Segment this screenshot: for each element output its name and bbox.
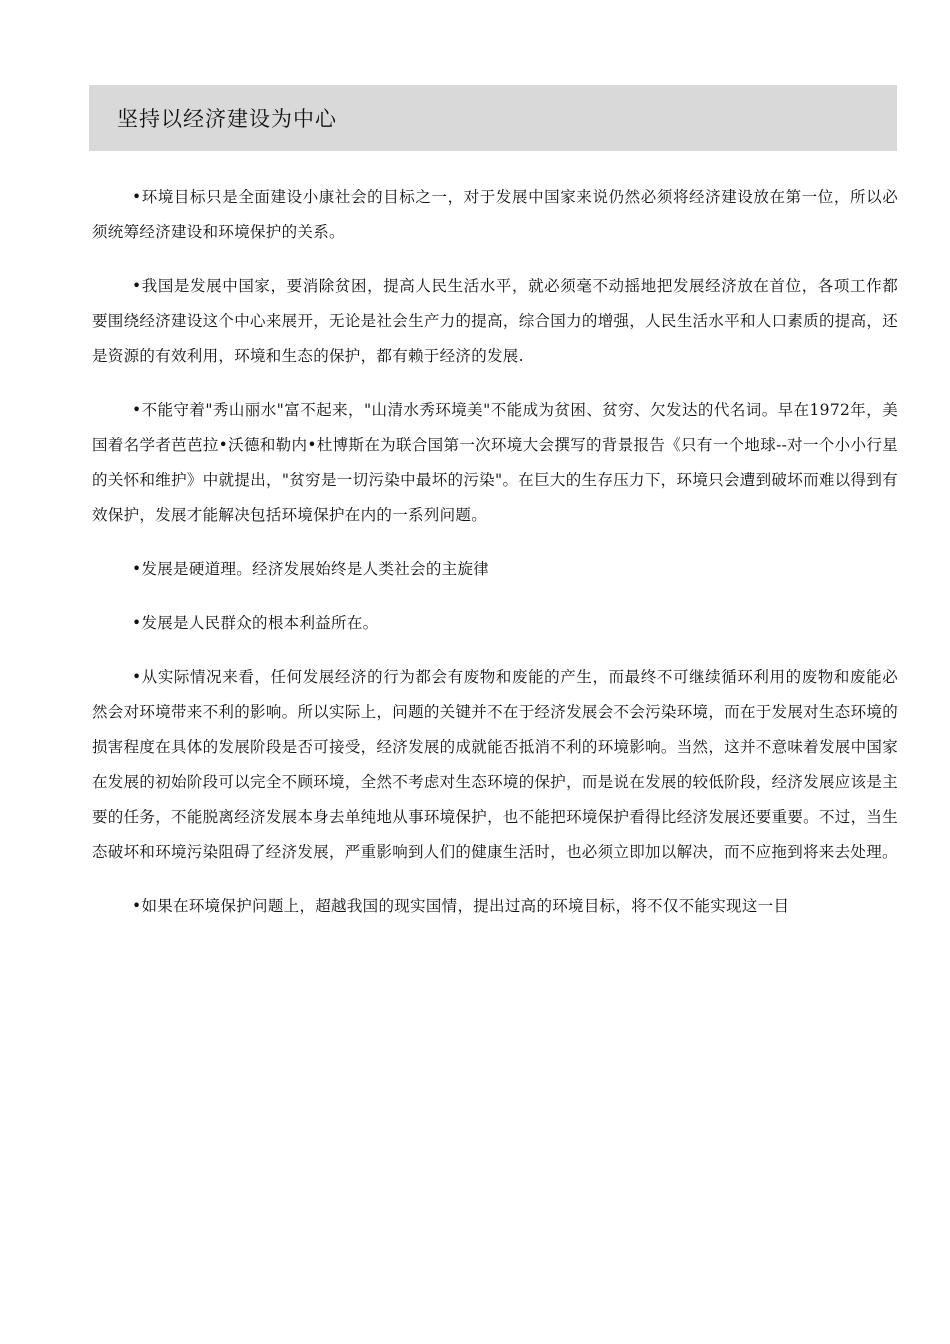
paragraph-4: •发展是硬道理。经济发展始终是人类社会的主旋律	[132, 560, 490, 578]
paragraph-3: •不能守着"秀山丽水"富不起来，"山清水秀环境美"不能成为贫困、贫穷、欠发达的代名词。早在1972年，美国着名学者芭芭拉•沃德和勒内•杜博斯在为联合国第一次环境大会撰写的背景报告《只有一个地球--对一个小小行星的关怀和维护》中就提出，"贫穷是一切污染中最坏的污染"。在巨大的生存压力下，环境只会遭到破坏而难以得到有效保护，发展才能解决包括环境保护在内的一系列问题。	[92, 401, 898, 524]
paragraph-5: •发展是人民群众的根本利益所在。	[132, 614, 379, 632]
paragraph-7: •如果在环境保护问题上，超越我国的现实国情，提出过高的环境目标，将不仅不能实现这一目	[132, 897, 790, 915]
paragraph-6: •从实际情况来看，任何发展经济的行为都会有废物和废能的产生，而最终不可继续循环利用的废物和废能必然会对环境带来不利的影响。所以实际上，问题的关键并不在于经济发展会不会污染环境，而在于发展对生态环境的损害程度在具体的发展阶段是否可接受，经济发展的成就能否抵消不利的环境影响。当然，这并不意味着发展中国家在发展的初始阶段可以完全不顾环境，全然不考虑对生态环境的保护，而是说在发展的较低阶段，经济发展应该是主要的任务，不能脱离经济发展本身去单纯地从事环境保护，也不能把环境保护看得比经济发展还要重要。不过，当生态破坏和环境污染阻碍了经济发展，严重影响到人们的健康生活时，也必须立即加以解决，而不应拖到将来去处理。	[92, 668, 898, 861]
document-body	[92, 180, 898, 943]
title-banner	[89, 85, 897, 151]
paragraph-2: •我国是发展中国家，要消除贫困，提高人民生活水平，就必须毫不动摇地把发展经济放在首位，各项工作都要围绕经济建设这个中心来展开，无论是社会生产力的提高，综合国力的增强，人民生活水平和人口素质的提高，还是资源的有效利用，环境和生态的保护，都有赖于经济的发展.	[92, 277, 898, 365]
page-title: 坚持以经济建设为中心	[117, 107, 337, 131]
paragraph-1: •环境目标只是全面建设小康社会的目标之一，对于发展中国家来说仍然必须将经济建设放在第一位，所以必须统筹经济建设和环境保护的关系。	[92, 188, 898, 241]
